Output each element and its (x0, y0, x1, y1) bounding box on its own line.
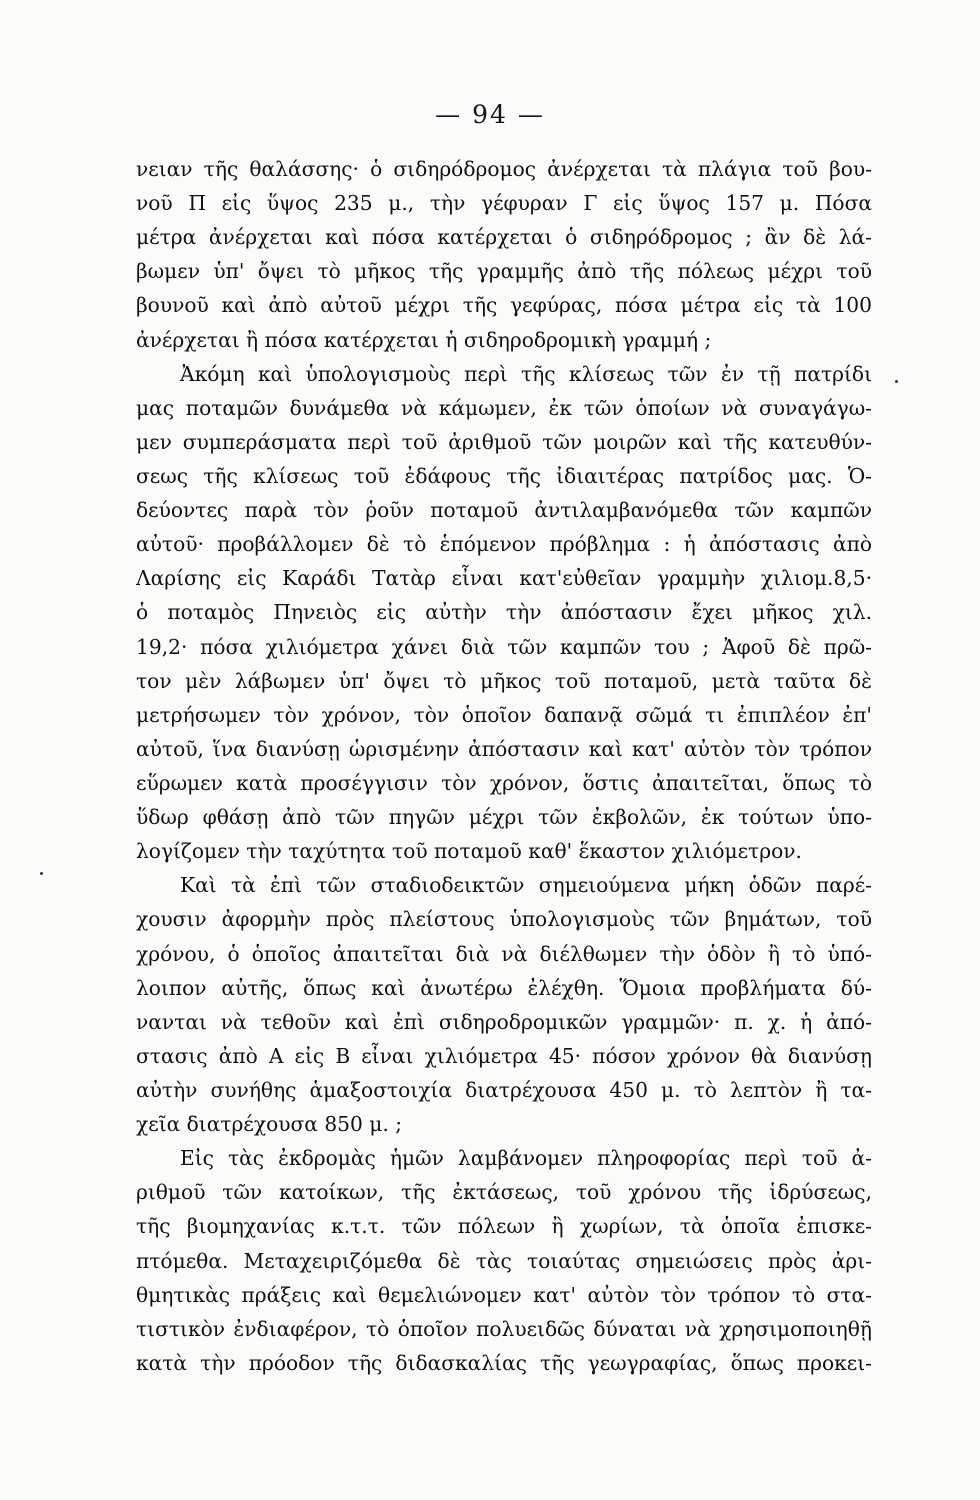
text-line: 19,2· πόσα χιλιόμετρα χάνει διὰ τῶν καμπῶν του ; Ἀφοῦ δὲ πρῶ- (136, 634, 872, 659)
text-line: νοῦ Π εἰς ὕψος 235 μ., τὴν γέφυραν Γ εἰς ὕψος 157 μ. Πόσα (136, 191, 872, 216)
text-line: θμητικὰς πράξεις καὶ θεμελιώνομεν κατ' αὐτὸν τὸν τρόπον τὸ στα- (136, 1282, 872, 1307)
text-line: τῆς βιομηχανίας κ.τ.τ. τῶν πόλεων ἢ χωρίων, τὰ ὁποῖα ἐπισκε- (136, 1214, 872, 1239)
text-line: χεῖα διατρέχουσα 850 μ. ; (136, 1112, 403, 1137)
text-line: βουνοῦ καὶ ἀπὸ αὐτοῦ μέχρι τῆς γεφύρας, πόσα μέτρα εἰς τὰ 100 (136, 293, 872, 318)
text-line: τιστικὸν ἐνδιαφέρον, τὸ ὁποῖον πολυειδῶς δύναται νὰ χρησιμοποιηθῇ (136, 1316, 872, 1341)
text-line: χρόνου, ὁ ὁποῖος ἀπαιτεῖται διὰ νὰ διέλθωμεν τὴν ὁδὸν ἢ τὸ ὑπό- (136, 941, 872, 966)
text-line: μεν συμπεράσματα περὶ τοῦ ἀριθμοῦ τῶν μοιρῶν καὶ τῆς κατευθύν- (136, 429, 872, 454)
text-line: μας ποταμῶν δυνάμεθα νὰ κάμωμεν, ἐκ τῶν ὁποίων νὰ συναγάγω- (136, 395, 872, 420)
text-line: βωμεν ὑπ' ὄψει τὸ μῆκος τῆς γραμμῆς ἀπὸ τῆς πόλεως μέχρι τοῦ (136, 259, 872, 284)
text-line: μετρήσωμεν τὸν χρόνον, τὸν ὁποῖον δαπανᾷ σῶμά τι ἐπιπλέον ἐπ' (136, 702, 872, 727)
text-line: πτόμεθα. Μεταχειριζόμεθα δὲ τὰς τοιαύτας σημειώσεις πρὸς ἀρι- (136, 1248, 872, 1273)
text-line: νειαν τῆς θαλάσσης· ὁ σιδηρόδρομος ἀνέρχεται τὰ πλάγια τοῦ βου- (136, 157, 872, 181)
ink-speck-decoration (40, 872, 43, 875)
text-line: νανται νὰ τεθοῦν καὶ ἐπὶ σιδηροδρομικῶν γραμμῶν· π. χ. ἡ ἀπό- (136, 1009, 872, 1034)
text-line: μέτρα ἀνέρχεται καὶ πόσα κατέρχεται ὁ σιδηρόδρομος ; ἂν δὲ λά- (136, 225, 872, 250)
page-number: — 94 — (435, 100, 545, 129)
text-line: Εἰς τὰς ἐκδρομὰς ἡμῶν λαμβάνομεν πληροφορίας περὶ τοῦ ἀ- (180, 1146, 872, 1171)
text-line: Καὶ τὰ ἐπὶ τῶν σταδιοδεικτῶν σημειούμενα μήκη ὁδῶν παρέ- (180, 873, 872, 898)
text-line: αὐτοῦ· προβάλλομεν δὲ τὸ ἑπόμενον πρόβλημα : ἡ ἀπόστασις ἀπὸ (136, 532, 872, 557)
text-line: Ἀκόμη καὶ ὑπολογισμοὺς περὶ τῆς κλίσεως τῶν ἐν τῇ πατρίδι (180, 361, 872, 386)
text-line: ἀνέρχεται ἢ πόσα κατέρχεται ἡ σιδηροδρομικὴ γραμμή ; (136, 327, 712, 352)
text-line: Λαρίσης εἰς Καράδι Τατὰρ εἶναι κατ'εὐθεῖαν γραμμὴν χιλιομ.8,5· (136, 566, 872, 591)
text-line: εὕρωμεν κατὰ προσέγγισιν τὸν χρόνον, ὅστις ἀπαιτεῖται, ὅπως τὸ (136, 770, 872, 795)
text-line: κατὰ τὴν πρόοδον τῆς διδασκαλίας τῆς γεωγραφίας, ὅπως προκει- (136, 1350, 872, 1375)
text-line: δεύοντες παρὰ τὸν ῥοῦν ποταμοῦ ἀντιλαμβανόμεθα τῶν καμπῶν (136, 498, 872, 523)
text-line: ὕδωρ φθάσῃ ἀπὸ τῶν πηγῶν μέχρι τῶν ἐκβολῶν, ἐκ τούτων ὑπο- (136, 805, 872, 830)
text-line: ὁ ποταμὸς Πηνειὸς εἰς αὐτὴν τὴν ἀπόστασιν ἔχει μῆκος χιλ. (136, 600, 872, 625)
text-line: αὐτὴν συνήθης ἁμαξοστοιχία διατρέχουσα 450 μ. τὸ λεπτὸν ἢ τα- (136, 1077, 872, 1102)
text-line: ριθμοῦ τῶν κατοίκων, τῆς ἐκτάσεως, τοῦ χρόνου τῆς ἱδρύσεως, (136, 1180, 872, 1205)
text-line: στασις ἀπὸ Α εἰς Β εἶναι χιλιόμετρα 45· πόσον χρόνον θὰ διανύσῃ (136, 1043, 872, 1068)
body-text (136, 152, 872, 1380)
text-line: λογίζομεν τὴν ταχύτητα τοῦ ποταμοῦ καθ' ἕκαστον χιλιόμετρον. (136, 839, 802, 864)
text-line: τον μὲν λάβωμεν ὑπ' ὄψει τὸ μῆκος τοῦ ποταμοῦ, μετὰ ταῦτα δὲ (136, 668, 872, 693)
text-line: σεως τῆς κλίσεως τοῦ ἐδάφους τῆς ἰδιαιτέρας πατρίδος μας. Ὁ- (136, 463, 872, 488)
text-line: αὐτοῦ, ἵνα διανύσῃ ὡρισμένην ἀπόστασιν καὶ κατ' αὐτὸν τὸν τρόπον (136, 736, 872, 761)
text-line: χουσιν ἀφορμὴν πρὸς πλείστους ὑπολογισμοὺς τῶν βημάτων, τοῦ (136, 907, 872, 932)
text-line: λοιπον αὐτῆς, ὅπως καὶ ἀνωτέρω ἐλέχθη. Ὅμοια προβλήματα δύ- (136, 975, 872, 1000)
ink-speck-decoration (895, 380, 898, 383)
